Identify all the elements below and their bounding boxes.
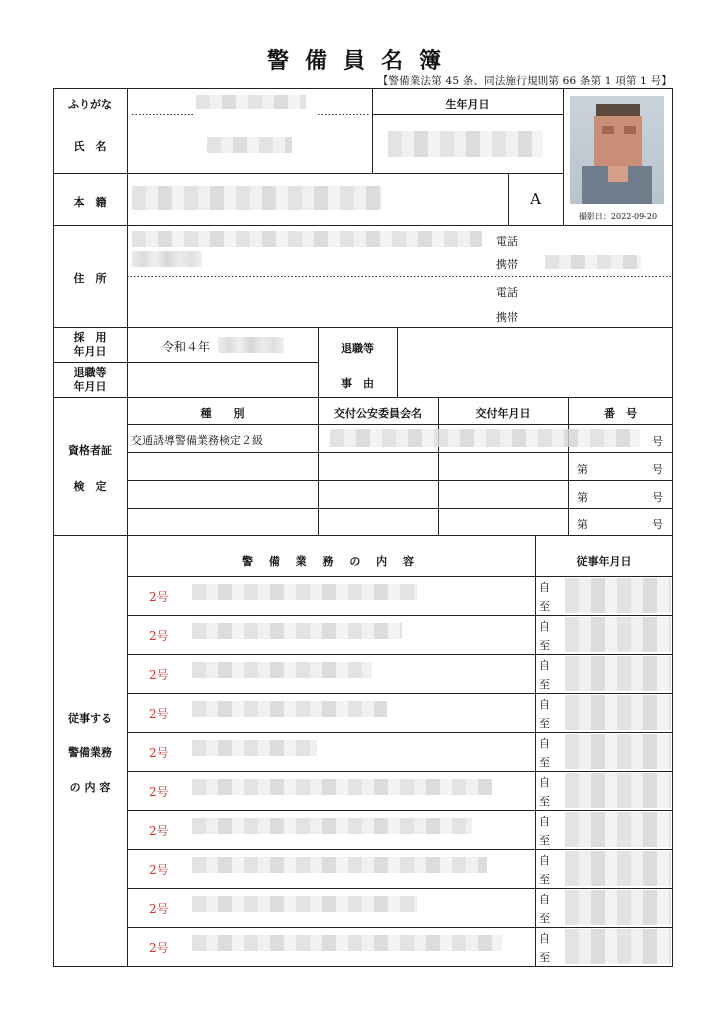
duty-row-number: 2号: [149, 590, 169, 604]
retire-head-label: 退職等: [341, 342, 374, 355]
duty-period-redacted: [565, 578, 671, 613]
birthdate-redacted: [388, 131, 543, 157]
duty-to-label: 至: [539, 600, 550, 613]
hire-date-redacted: [218, 337, 284, 353]
duty-from-label: 自: [539, 581, 550, 594]
duty-header-period: 従事年月日: [576, 555, 632, 568]
duty-row-number: 2号: [149, 902, 169, 916]
duty-content-redacted: [192, 896, 417, 912]
law-reference: 【警備業法第 45 条、同法施行規則第 66 条第 1 項第 1 号】: [377, 75, 672, 87]
duty-to-label: 至: [539, 756, 550, 769]
duty-from-label: 自: [539, 698, 550, 711]
qual-dai-2: 第: [577, 463, 588, 476]
duty-period-redacted: [565, 695, 671, 730]
name-label: 氏 名: [73, 140, 107, 153]
qualification-label: 資格者証: [68, 444, 112, 457]
photo-date: 撮影日：2022-09-20: [578, 212, 658, 221]
duty-to-label: 至: [539, 717, 550, 730]
qual-header-type: 種 別: [200, 407, 245, 420]
duty-from-label: 自: [539, 659, 550, 672]
duty-to-label: 至: [539, 834, 550, 847]
furigana-label: ふりがな: [68, 98, 112, 111]
duty-row-number: 2号: [149, 863, 169, 877]
duty-period-redacted: [565, 656, 671, 691]
duty-period-redacted: [565, 773, 671, 808]
duty-from-label: 自: [539, 620, 550, 633]
duty-content-redacted: [192, 662, 372, 678]
certification-label: 検 定: [73, 480, 107, 493]
retire-label-1: 退職等: [73, 366, 107, 379]
duty-to-label: 至: [539, 795, 550, 808]
duty-row-number: 2号: [149, 707, 169, 721]
page-title: 警備員名簿: [266, 48, 457, 74]
duty-content-redacted: [192, 818, 472, 834]
duty-content-redacted: [192, 857, 487, 873]
duty-to-label: 至: [539, 639, 550, 652]
mobile-label-1: 携帯: [496, 258, 518, 271]
tel-label-1: 電話: [496, 235, 518, 248]
duty-row-number: 2号: [149, 941, 169, 955]
duty-period-redacted: [565, 617, 671, 652]
duty-header-content: 警 備 業 務 の 内 容: [242, 555, 420, 568]
retire-label-2: 年月日: [73, 380, 107, 393]
duty-from-label: 自: [539, 893, 550, 906]
duty-period-redacted: [565, 851, 671, 886]
duty-to-label: 至: [539, 951, 550, 964]
duty-row-number: 2号: [149, 746, 169, 760]
honseki-redacted: [132, 186, 382, 210]
duty-row-number: 2号: [149, 629, 169, 643]
id-photo: [570, 96, 664, 204]
duty-period-redacted: [565, 929, 671, 964]
duty-row-number: 2号: [149, 668, 169, 682]
duty-period-redacted: [565, 734, 671, 769]
duty-to-label: 至: [539, 678, 550, 691]
qual-dai-4: 第: [577, 518, 588, 531]
duty-content-redacted: [192, 623, 402, 639]
reason-label: 事 由: [341, 377, 374, 390]
duty-label-3: の 内 容: [69, 781, 111, 794]
duty-from-label: 自: [539, 854, 550, 867]
duty-content-redacted: [192, 935, 502, 951]
tel-label-2: 電話: [496, 286, 518, 299]
duty-row-number: 2号: [149, 785, 169, 799]
qual-number-suffix-4: 号: [652, 518, 663, 531]
qual-header-date: 交付年月日: [475, 407, 531, 420]
mobile-label-2: 携帯: [496, 311, 518, 324]
hire-label-2: 年月日: [73, 345, 107, 358]
duty-row-number: 2号: [149, 824, 169, 838]
hire-date-prefix: 令和４年: [162, 340, 211, 354]
mobile-redacted: [545, 255, 641, 269]
duty-content-redacted: [192, 740, 317, 756]
duty-from-label: 自: [539, 815, 550, 828]
hire-label-1: 採 用: [73, 331, 107, 344]
address-redacted-2: [132, 251, 202, 267]
qual-number-suffix-2: 号: [652, 463, 663, 476]
honseki-grade: A: [530, 190, 541, 208]
furigana-redacted: [196, 95, 306, 109]
duty-period-redacted: [565, 890, 671, 925]
duty-content-redacted: [192, 584, 417, 600]
duty-label-1: 従事する: [68, 712, 112, 725]
duty-content-redacted: [192, 779, 492, 795]
duty-from-label: 自: [539, 932, 550, 945]
duty-to-label: 至: [539, 912, 550, 925]
duty-from-label: 自: [539, 737, 550, 750]
honseki-label: 本 籍: [73, 196, 107, 209]
duty-label-2: 警備業務: [68, 746, 112, 759]
duty-to-label: 至: [539, 873, 550, 886]
qual-header-commission: 交付公安委員会名: [334, 407, 422, 420]
duty-from-label: 自: [539, 776, 550, 789]
qual-dai-3: 第: [577, 491, 588, 504]
birthdate-label: 生年月日: [445, 98, 490, 111]
qual-number-suffix-3: 号: [652, 491, 663, 504]
address-redacted-1: [132, 231, 482, 247]
duty-period-redacted: [565, 812, 671, 847]
qual-type-1: 交通誘導警備業務検定２級: [131, 434, 263, 447]
qual-number-suffix-1: 号: [652, 435, 663, 448]
name-redacted: [207, 137, 292, 153]
qual-row1-redacted: [330, 429, 640, 447]
address-label: 住 所: [73, 272, 107, 285]
duty-content-redacted: [192, 701, 387, 717]
qual-header-number: 番 号: [604, 407, 637, 420]
